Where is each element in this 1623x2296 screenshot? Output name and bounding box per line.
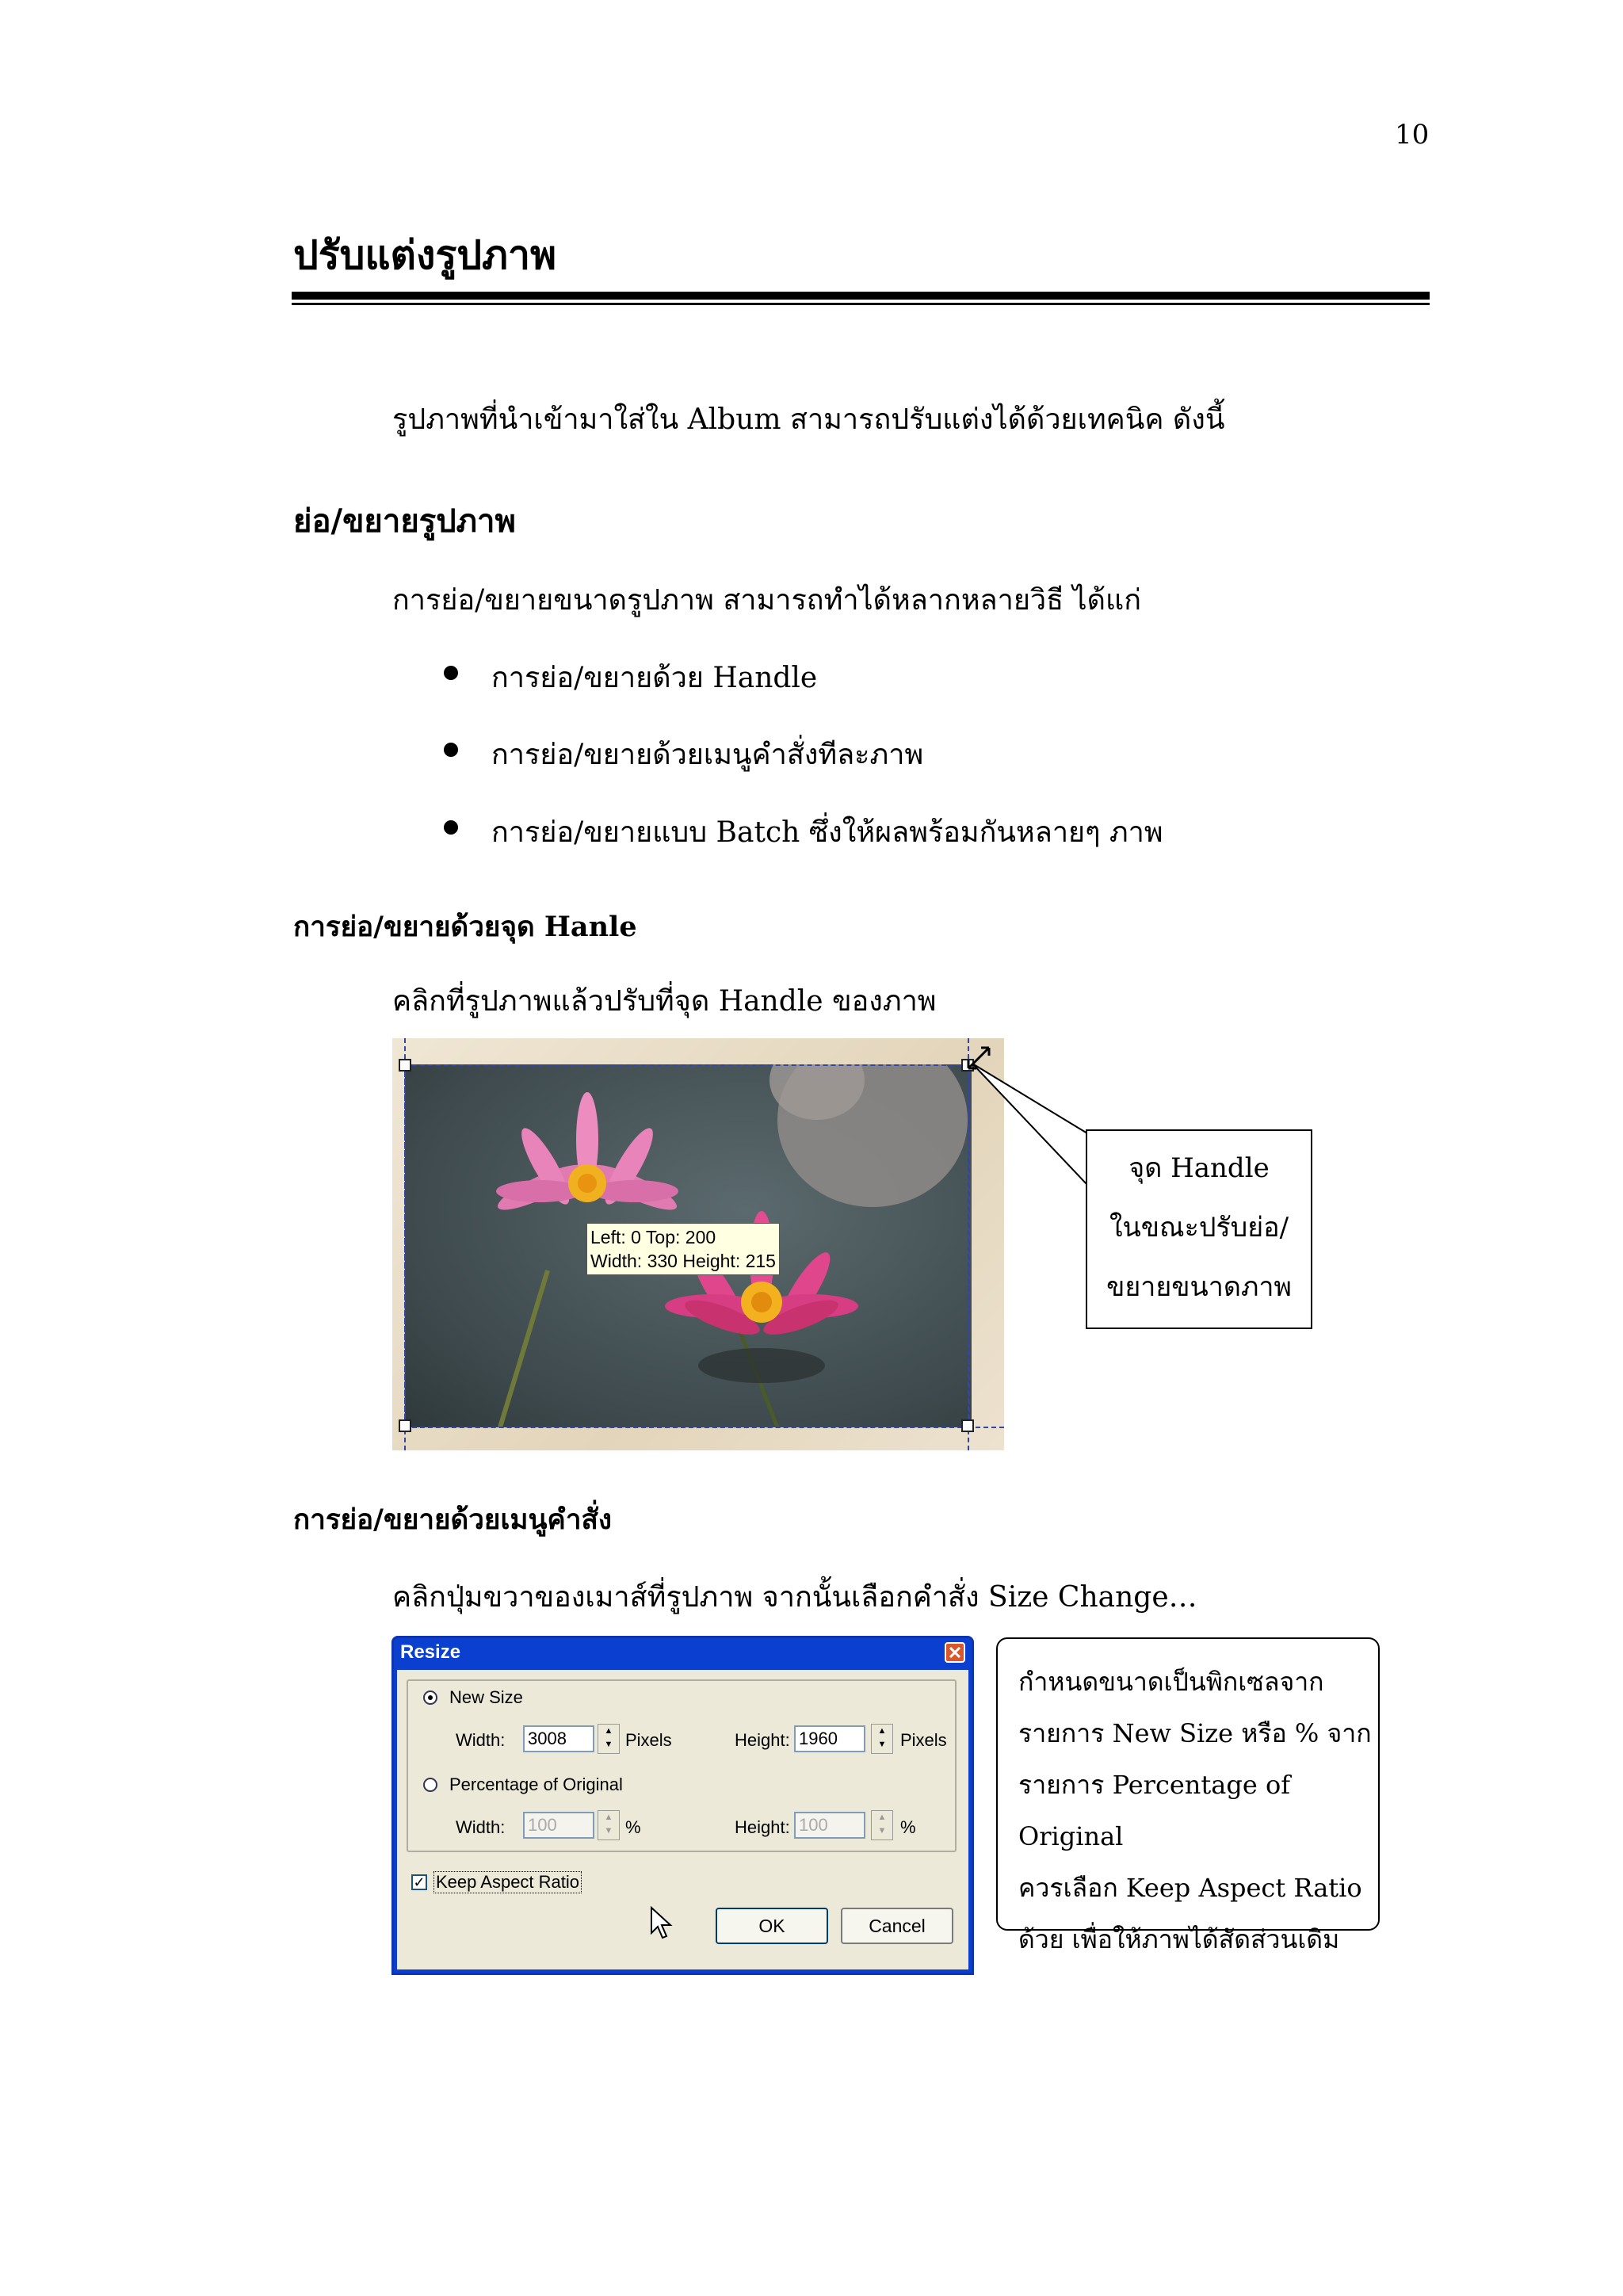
title-rule-thin	[292, 303, 1430, 305]
guide-line-left	[404, 1038, 406, 1450]
bullet-item: การย่อ/ขยายด้วยเมนูคำสั่งทีละภาพ	[491, 739, 924, 771]
new-width-unit: Pixels	[625, 1730, 672, 1750]
page-title: ปรับแต่งรูปภาพ	[293, 231, 557, 278]
bullet-item: การย่อ/ขยายแบบ Batch ซึ่งให้ผลพร้อมกันหลายๆ ภาพ	[491, 816, 1163, 849]
section-title-menu: การย่อ/ขยายด้วยเมนูคำสั่ง	[293, 1503, 612, 1536]
percentage-label: Percentage of Original	[449, 1775, 623, 1794]
close-icon[interactable]: ✕	[945, 1642, 965, 1663]
mouse-pointer-icon	[649, 1906, 673, 1941]
dialog-body	[397, 1670, 968, 1969]
keep-aspect-label[interactable]: Keep Aspect Ratio	[433, 1871, 582, 1893]
cancel-button[interactable]: Cancel	[841, 1908, 953, 1944]
new-height-unit: Pixels	[900, 1730, 947, 1750]
resize-dialog	[391, 1636, 974, 1975]
new-height-label: Height:	[735, 1730, 790, 1750]
bullet-icon	[444, 743, 458, 757]
callout-line: รายการ New Size หรือ % จาก	[1018, 1718, 1372, 1748]
ok-button[interactable]: OK	[716, 1908, 828, 1944]
resize-handle-top-left[interactable]	[399, 1059, 411, 1072]
bullet-item: การย่อ/ขยายด้วย Handle	[491, 662, 818, 694]
new-height-input[interactable]: 1960	[794, 1725, 865, 1752]
new-height-spinner[interactable]: ▲ ▼	[871, 1724, 893, 1754]
callout-line: ขยายขนาดภาพ	[1106, 1271, 1292, 1303]
callout-line: รายการ Percentage of Original	[1018, 1770, 1291, 1851]
callout-line: ควรเลือก Keep Aspect Ratio	[1018, 1873, 1362, 1903]
new-width-spinner[interactable]: ▲ ▼	[598, 1724, 620, 1754]
intro-paragraph: รูปภาพที่นำเข้ามาใส่ใน Album สามารถปรับแต่งได้ด้วยเทคนิค ดังนี้	[392, 403, 1225, 436]
new-width-label: Width:	[456, 1730, 506, 1750]
position-size-tooltip	[586, 1223, 780, 1275]
dialog-title: Resize	[400, 1641, 461, 1663]
new-size-radio[interactable]	[423, 1690, 437, 1705]
bullet-icon	[444, 820, 458, 835]
bullet-icon	[444, 666, 458, 680]
section-title-resize: ย่อ/ขยายรูปภาพ	[293, 502, 516, 540]
title-rule-thick	[292, 292, 1430, 300]
callout-line: ในขณะปรับย่อ/	[1109, 1212, 1289, 1244]
callout-pointer	[971, 1062, 1090, 1260]
pct-height-input[interactable]: 100	[794, 1812, 865, 1839]
tooltip-position: Left: 0 Top: 200	[590, 1227, 716, 1247]
resize-handle-bottom-left[interactable]	[399, 1419, 411, 1432]
tooltip-size: Width: 330 Height: 215	[590, 1251, 776, 1271]
handle-callout	[1086, 1129, 1312, 1329]
pct-width-spinner[interactable]: ▲ ▼	[598, 1810, 620, 1840]
resize-callout	[996, 1637, 1380, 1954]
resize-handle-bottom-right[interactable]	[961, 1419, 974, 1432]
guide-line-right	[968, 1038, 969, 1450]
pct-width-label: Width:	[456, 1817, 506, 1837]
pct-width-unit: %	[625, 1817, 641, 1837]
section-desc-handle: คลิกที่รูปภาพแล้วปรับที่จุด Handle ของภาพ	[392, 985, 937, 1018]
callout-line: กำหนดขนาดเป็นพิกเซลจาก	[1018, 1667, 1324, 1697]
pct-height-label: Height:	[735, 1817, 790, 1837]
new-size-label: New Size	[449, 1687, 523, 1707]
callout-line: จุด Handle	[1128, 1152, 1270, 1184]
new-width-input[interactable]: 3008	[523, 1725, 594, 1752]
pct-width-input[interactable]: 100	[523, 1812, 594, 1839]
callout-line: ด้วย เพื่อให้ภาพได้สัดส่วนเดิม	[1018, 1924, 1340, 1954]
pct-height-unit: %	[900, 1817, 916, 1837]
section-desc-menu: คลิกปุ่มขวาของเมาส์ที่รูปภาพ จากนั้นเลือกคำสั่ง Size Change…	[392, 1581, 1197, 1614]
section-desc-resize: การย่อ/ขยายขนาดรูปภาพ สามารถทำได้หลากหลายวิธี ได้แก่	[392, 584, 1142, 617]
percentage-radio[interactable]	[423, 1778, 437, 1792]
section-title-handle: การย่อ/ขยายด้วยจุด Hanle	[293, 911, 637, 943]
pct-height-spinner[interactable]: ▲ ▼	[871, 1810, 893, 1840]
page-number: 10	[1395, 119, 1430, 151]
keep-aspect-checkbox[interactable]: ✓	[411, 1874, 427, 1890]
